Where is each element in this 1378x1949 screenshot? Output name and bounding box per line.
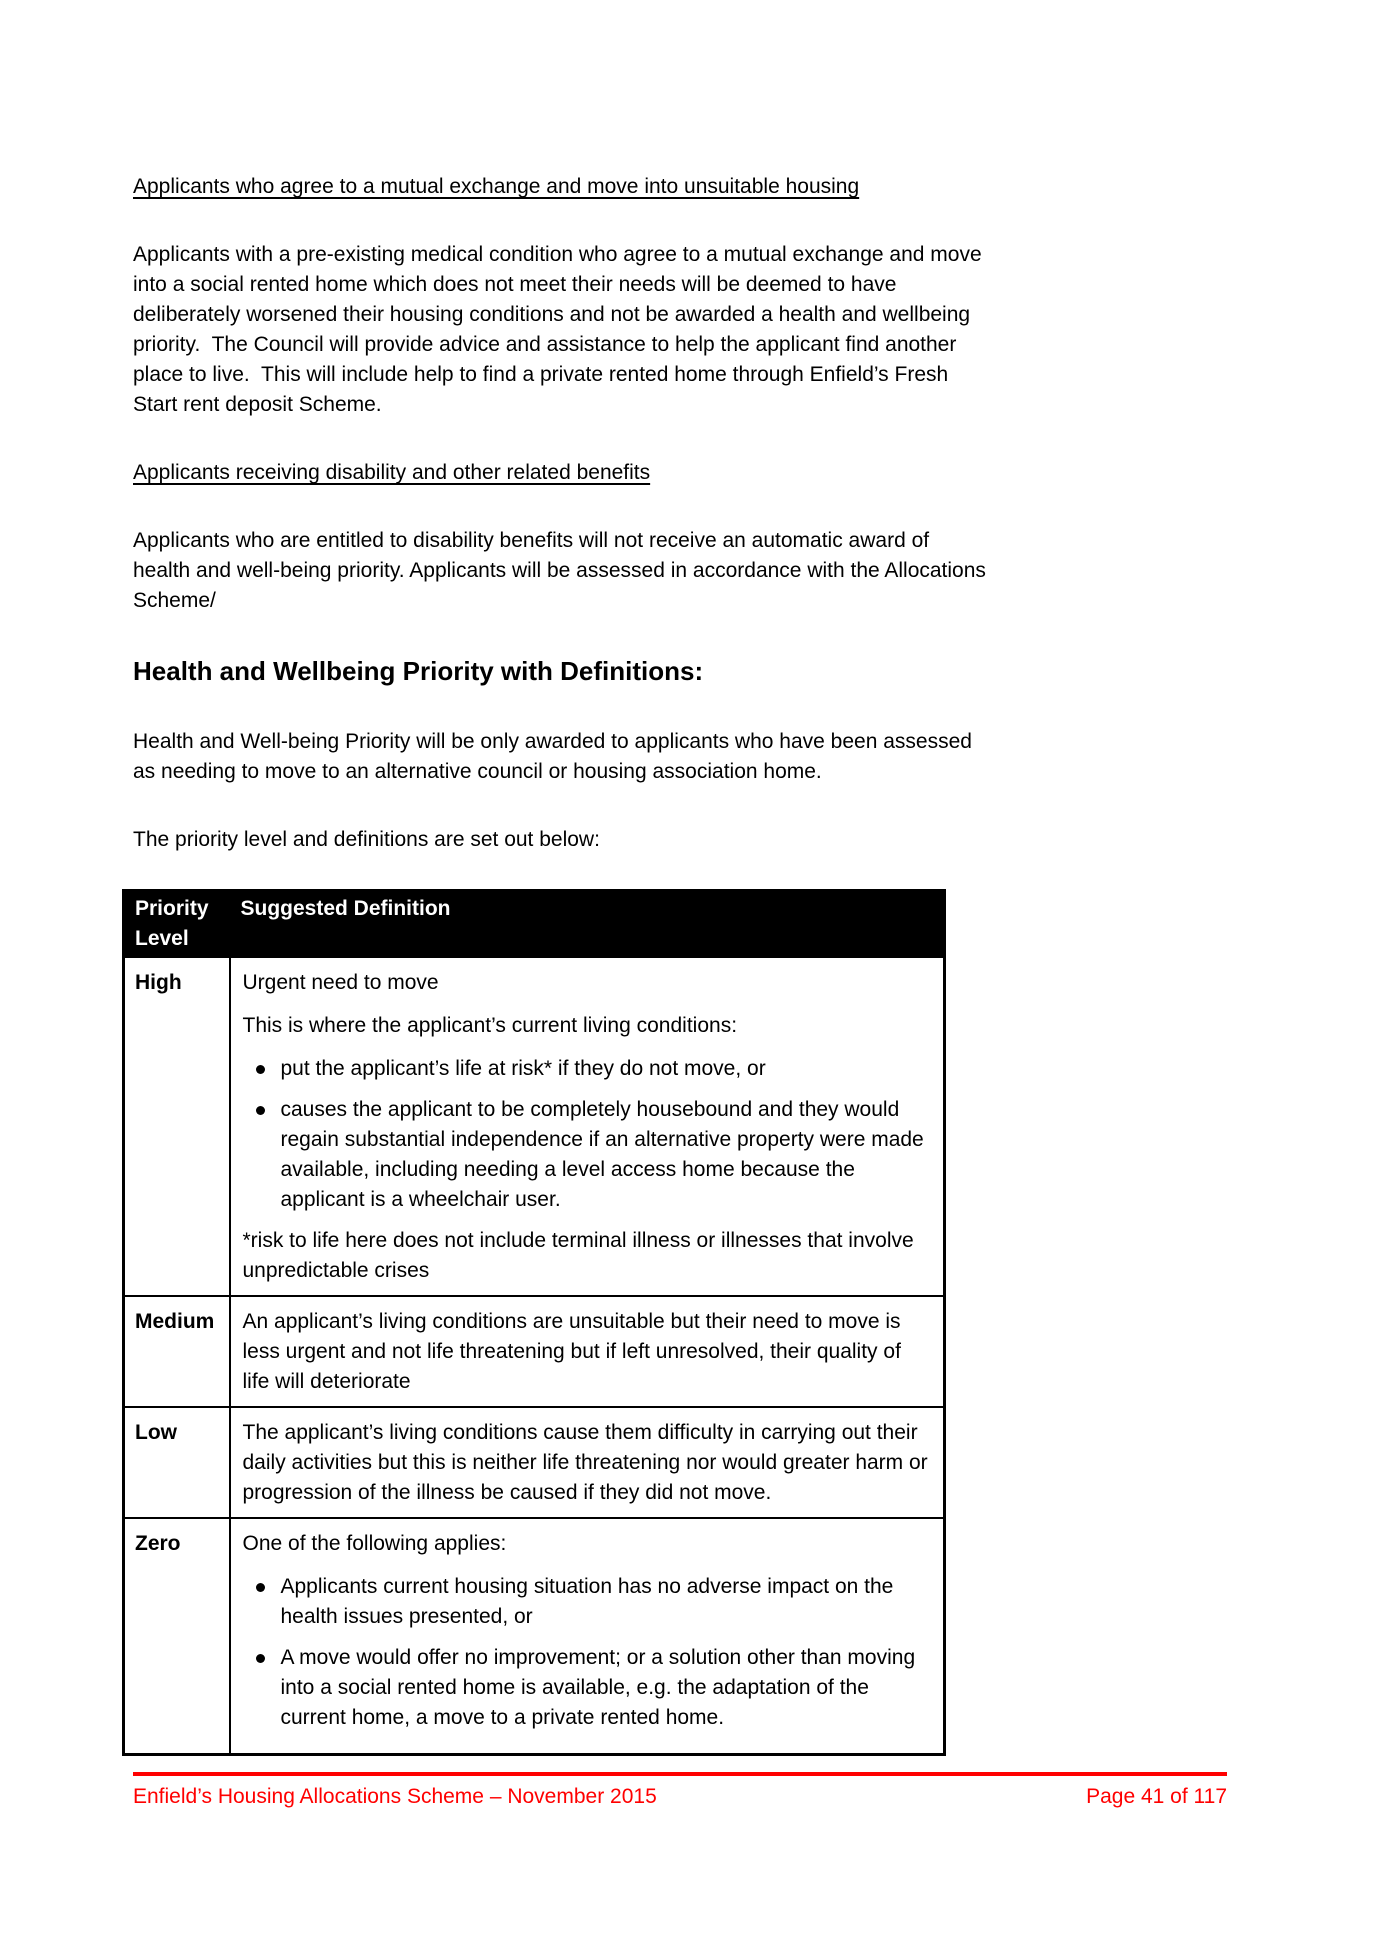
table-row-high [124,957,945,1296]
definition-medium [230,1296,945,1407]
table-row-medium [124,1296,945,1407]
table-row-low [124,1407,945,1518]
definition-low-text: The applicant’s living conditions cause them difficulty in carrying out their daily activities but this is neither life threatening nor would greater harm or progression of the illness be caused if they did not move. [242,1421,934,1504]
definition-high [230,957,945,1296]
footer-page-number: Page 41 of 117 [1086,1785,1227,1808]
priority-level-low: Low [124,1407,230,1518]
definition-zero-intro: One of the following applies: [242,1532,507,1555]
definition-high-paragraph-2: This is where the applicant’s current living conditions: [242,1014,738,1037]
column-header-priority-level-line1: Priority [135,897,209,920]
definition-low [230,1407,945,1518]
page-footer [133,1772,1227,1811]
footer-document-title: Enfield’s Housing Allocations Scheme – November 2015 [133,1785,657,1808]
definition-zero-bullet-list [243,1572,932,1733]
definition-zero [230,1518,945,1755]
definition-zero-bullet-2: A move would offer no improvement; or a solution other than moving into a social rented home is available, e.g. the adaptation of the current home, a move to a private rented home. [243,1643,932,1733]
column-header-suggested-definition: Suggested Definition [230,891,945,958]
heading-priority-definitions: Health and Wellbeing Priority with Definitions: [133,656,704,686]
priority-level-high: High [124,957,230,1296]
definition-medium-text: An applicant’s living conditions are unsuitable but their need to move is less urgent and not life threatening but if left unresolved, their quality of life will deteriorate [242,1310,907,1393]
paragraph-disability-benefits: Applicants who are entitled to disability benefits will not receive an automatic award of health and well-being priority. Applicants will be assessed in accordance with the Allocations Scheme/ [133,529,992,612]
definition-high-risk-note: *risk to life here does not include terminal illness or illnesses that involve unpredictable crises [242,1229,920,1282]
column-header-priority-level [124,891,230,958]
definition-zero-bullet-1: Applicants current housing situation has no adverse impact on the health issues presented, or [243,1572,932,1632]
paragraph-mutual-exchange: Applicants with a pre-existing medical condition who agree to a mutual exchange and move into a social rented home which does not meet their needs will be deemed to have deliberately worsened their housing conditions and not be awarded a health and wellbeing priority. The Council will provide advice and assistance to help the applicant find another place to live. This will include help to find a private rented home through Enfield’s Fresh Start rent deposit Scheme. [133,243,988,416]
heading-mutual-exchange: Applicants who agree to a mutual exchange and move into unsuitable housing [133,175,860,198]
table-row-zero [124,1518,945,1755]
document-content [133,172,992,1756]
paragraph-priority-award: Health and Well-being Priority will be only awarded to applicants who have been assessed as needing to move to an alternative council or housing association home. [133,730,978,783]
column-header-priority-level-line2: Level [135,927,189,950]
priority-definitions-table [122,889,946,1756]
definition-high-paragraph-1: Urgent need to move [242,971,439,994]
priority-level-zero: Zero [124,1518,230,1755]
heading-disability-benefits: Applicants receiving disability and other related benefits [133,461,651,484]
definition-high-bullet-2: causes the applicant to be completely housebound and they would regain substantial independence if an alternative property were made available, including needing a level access home because the applicant is a wheelchair user. [243,1095,932,1215]
definition-high-bullet-1: put the applicant’s life at risk* if they do not move, or [243,1054,932,1084]
definition-high-bullet-list [243,1054,932,1215]
table-header-row [124,891,945,958]
priority-level-medium: Medium [124,1296,230,1407]
paragraph-table-lead: The priority level and definitions are set out below: [133,828,600,851]
